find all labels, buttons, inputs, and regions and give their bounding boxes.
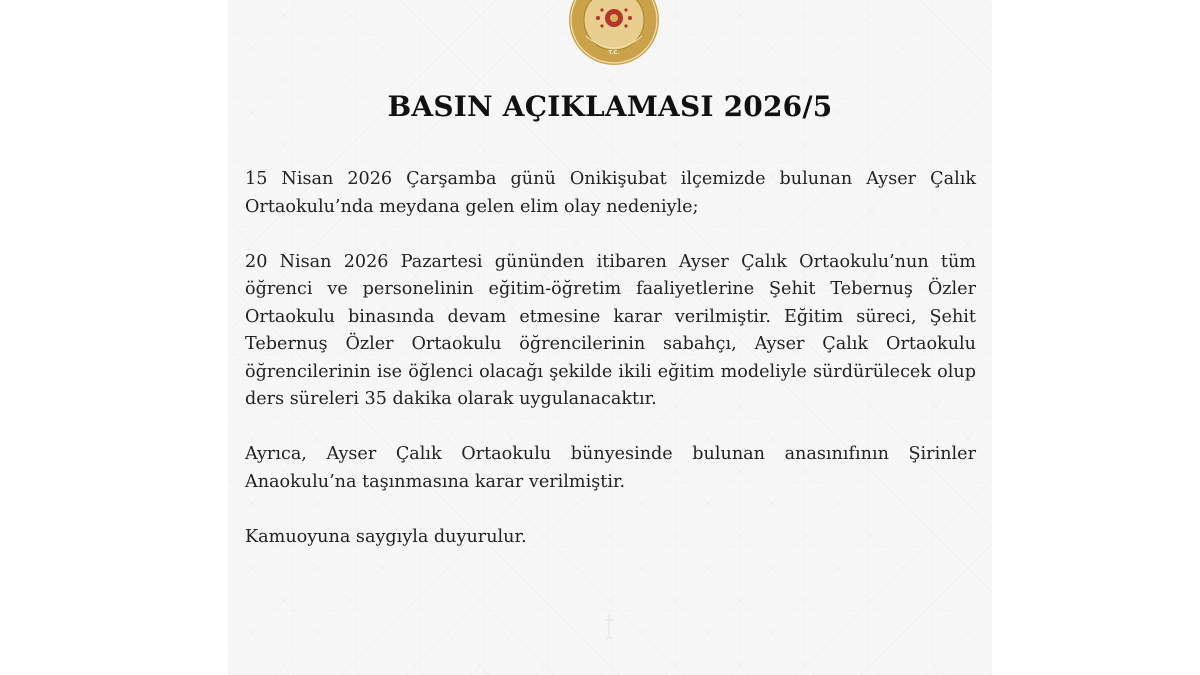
document-title: BASIN AÇIKLAMASI 2026/5	[387, 90, 833, 123]
faint-watermark-icon	[602, 612, 616, 642]
document-body	[245, 166, 976, 551]
paragraph-1: 15 Nisan 2026 Çarşamba günü Onikişubat ilçemizde bulunan Ayser Çalık Ortaokulu’nda meydana gelen elim olay nedeniyle;	[245, 169, 976, 217]
paragraph-4: Kamuoyuna saygıyla duyurulur.	[245, 526, 527, 547]
svg-text:T.C.: T.C.	[608, 50, 620, 56]
governorship-seal-logo	[568, 0, 660, 66]
paragraph-3: Ayrıca, Ayser Çalık Ortaokulu bünyesinde bulunan anasınıfının Şirinler Anaokulu’na taşınmasına karar verilmiştir.	[245, 444, 976, 492]
paragraph-2: 20 Nisan 2026 Pazartesi gününden itibaren Ayser Çalık Ortaokulu’nun tüm öğrenci ve personelinin eğitim-öğretim faaliyetlerine Şehit Tebernuş Özler Ortaokulu binasında devam etmesine karar verilmiştir. Eğitim süreci, Şehit Tebernuş Özler Ortaokulu öğrencilerinin sabahçı, Ayser Çalık Ortaokulu öğrencilerinin ise öğlenci olacağı şekilde ikili eğitim modeliyle sürdürülecek olup ders süreleri 35 dakika olarak uygulanacaktır.	[245, 251, 976, 409]
